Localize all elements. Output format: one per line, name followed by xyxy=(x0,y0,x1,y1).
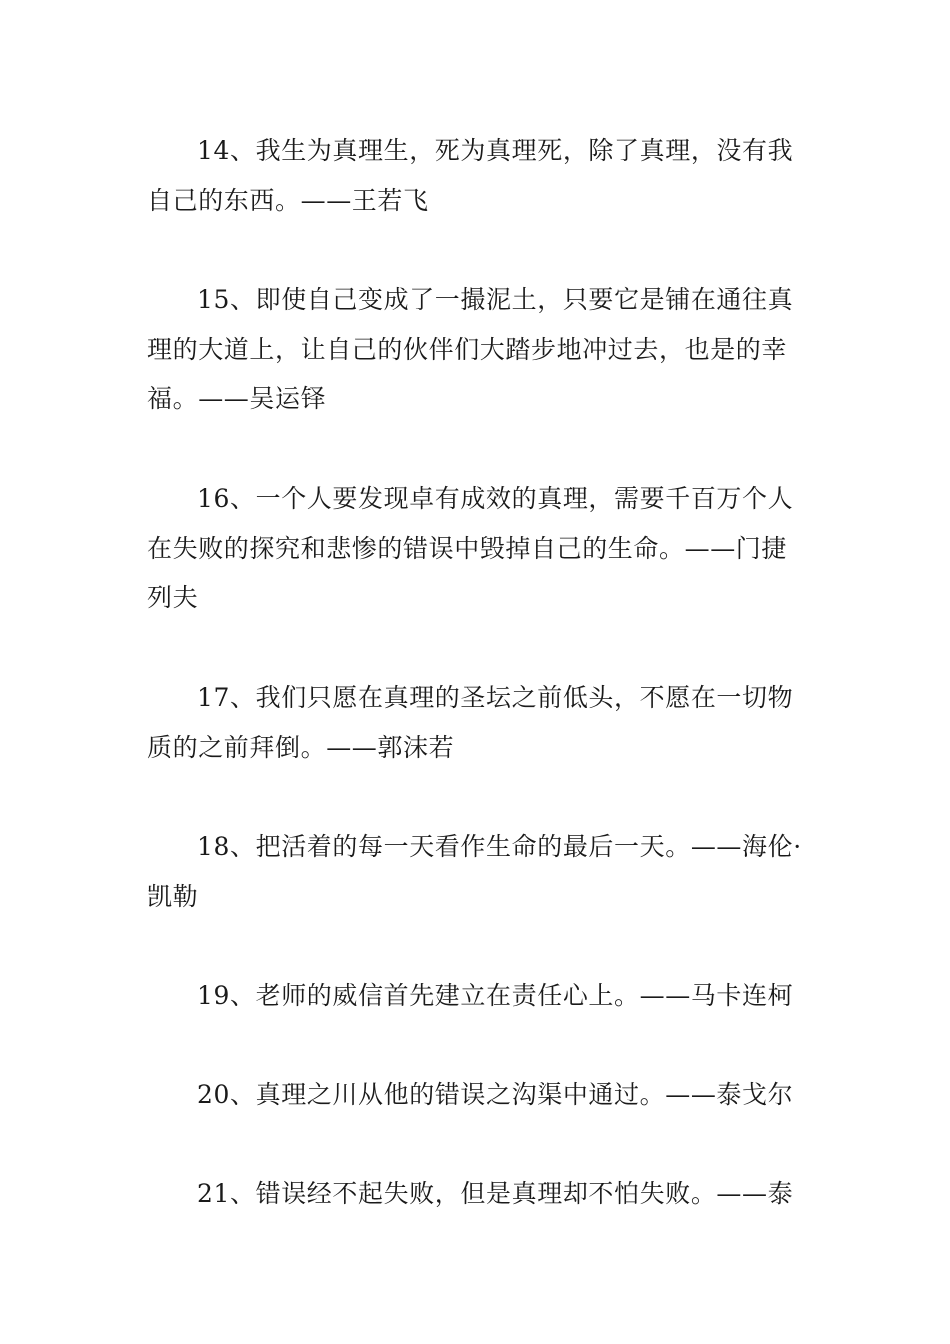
quote-paragraph-18: 18、把活着的每一天看作生命的最后一天。——海伦·凯勒 xyxy=(147,832,802,911)
quote-paragraph-15: 15、即使自己变成了一撮泥土，只要它是铺在通往真理的大道上，让自己的伙伴们大踏步地冲过去，也是的幸福。——吴运铎 xyxy=(147,285,794,413)
quote-paragraph-19: 19、老师的威信首先建立在责任心上。——马卡连柯 xyxy=(197,981,794,1010)
quote-paragraph-16: 16、一个人要发现卓有成效的真理，需要千百万个人在失败的探究和悲惨的错误中毁掉自己的生命。——门捷列夫 xyxy=(147,484,794,612)
quote-paragraph-21: 21、错误经不起失败，但是真理却不怕失败。——泰 xyxy=(197,1179,794,1208)
quote-paragraph-20: 20、真理之川从他的错误之沟渠中通过。——泰戈尔 xyxy=(197,1080,794,1109)
quote-paragraph-14: 14、我生为真理生，死为真理死，除了真理，没有我自己的东西。——王若飞 xyxy=(147,136,794,215)
quote-paragraph-17: 17、我们只愿在真理的圣坛之前低头，不愿在一切物质的之前拜倒。——郭沫若 xyxy=(147,683,794,762)
